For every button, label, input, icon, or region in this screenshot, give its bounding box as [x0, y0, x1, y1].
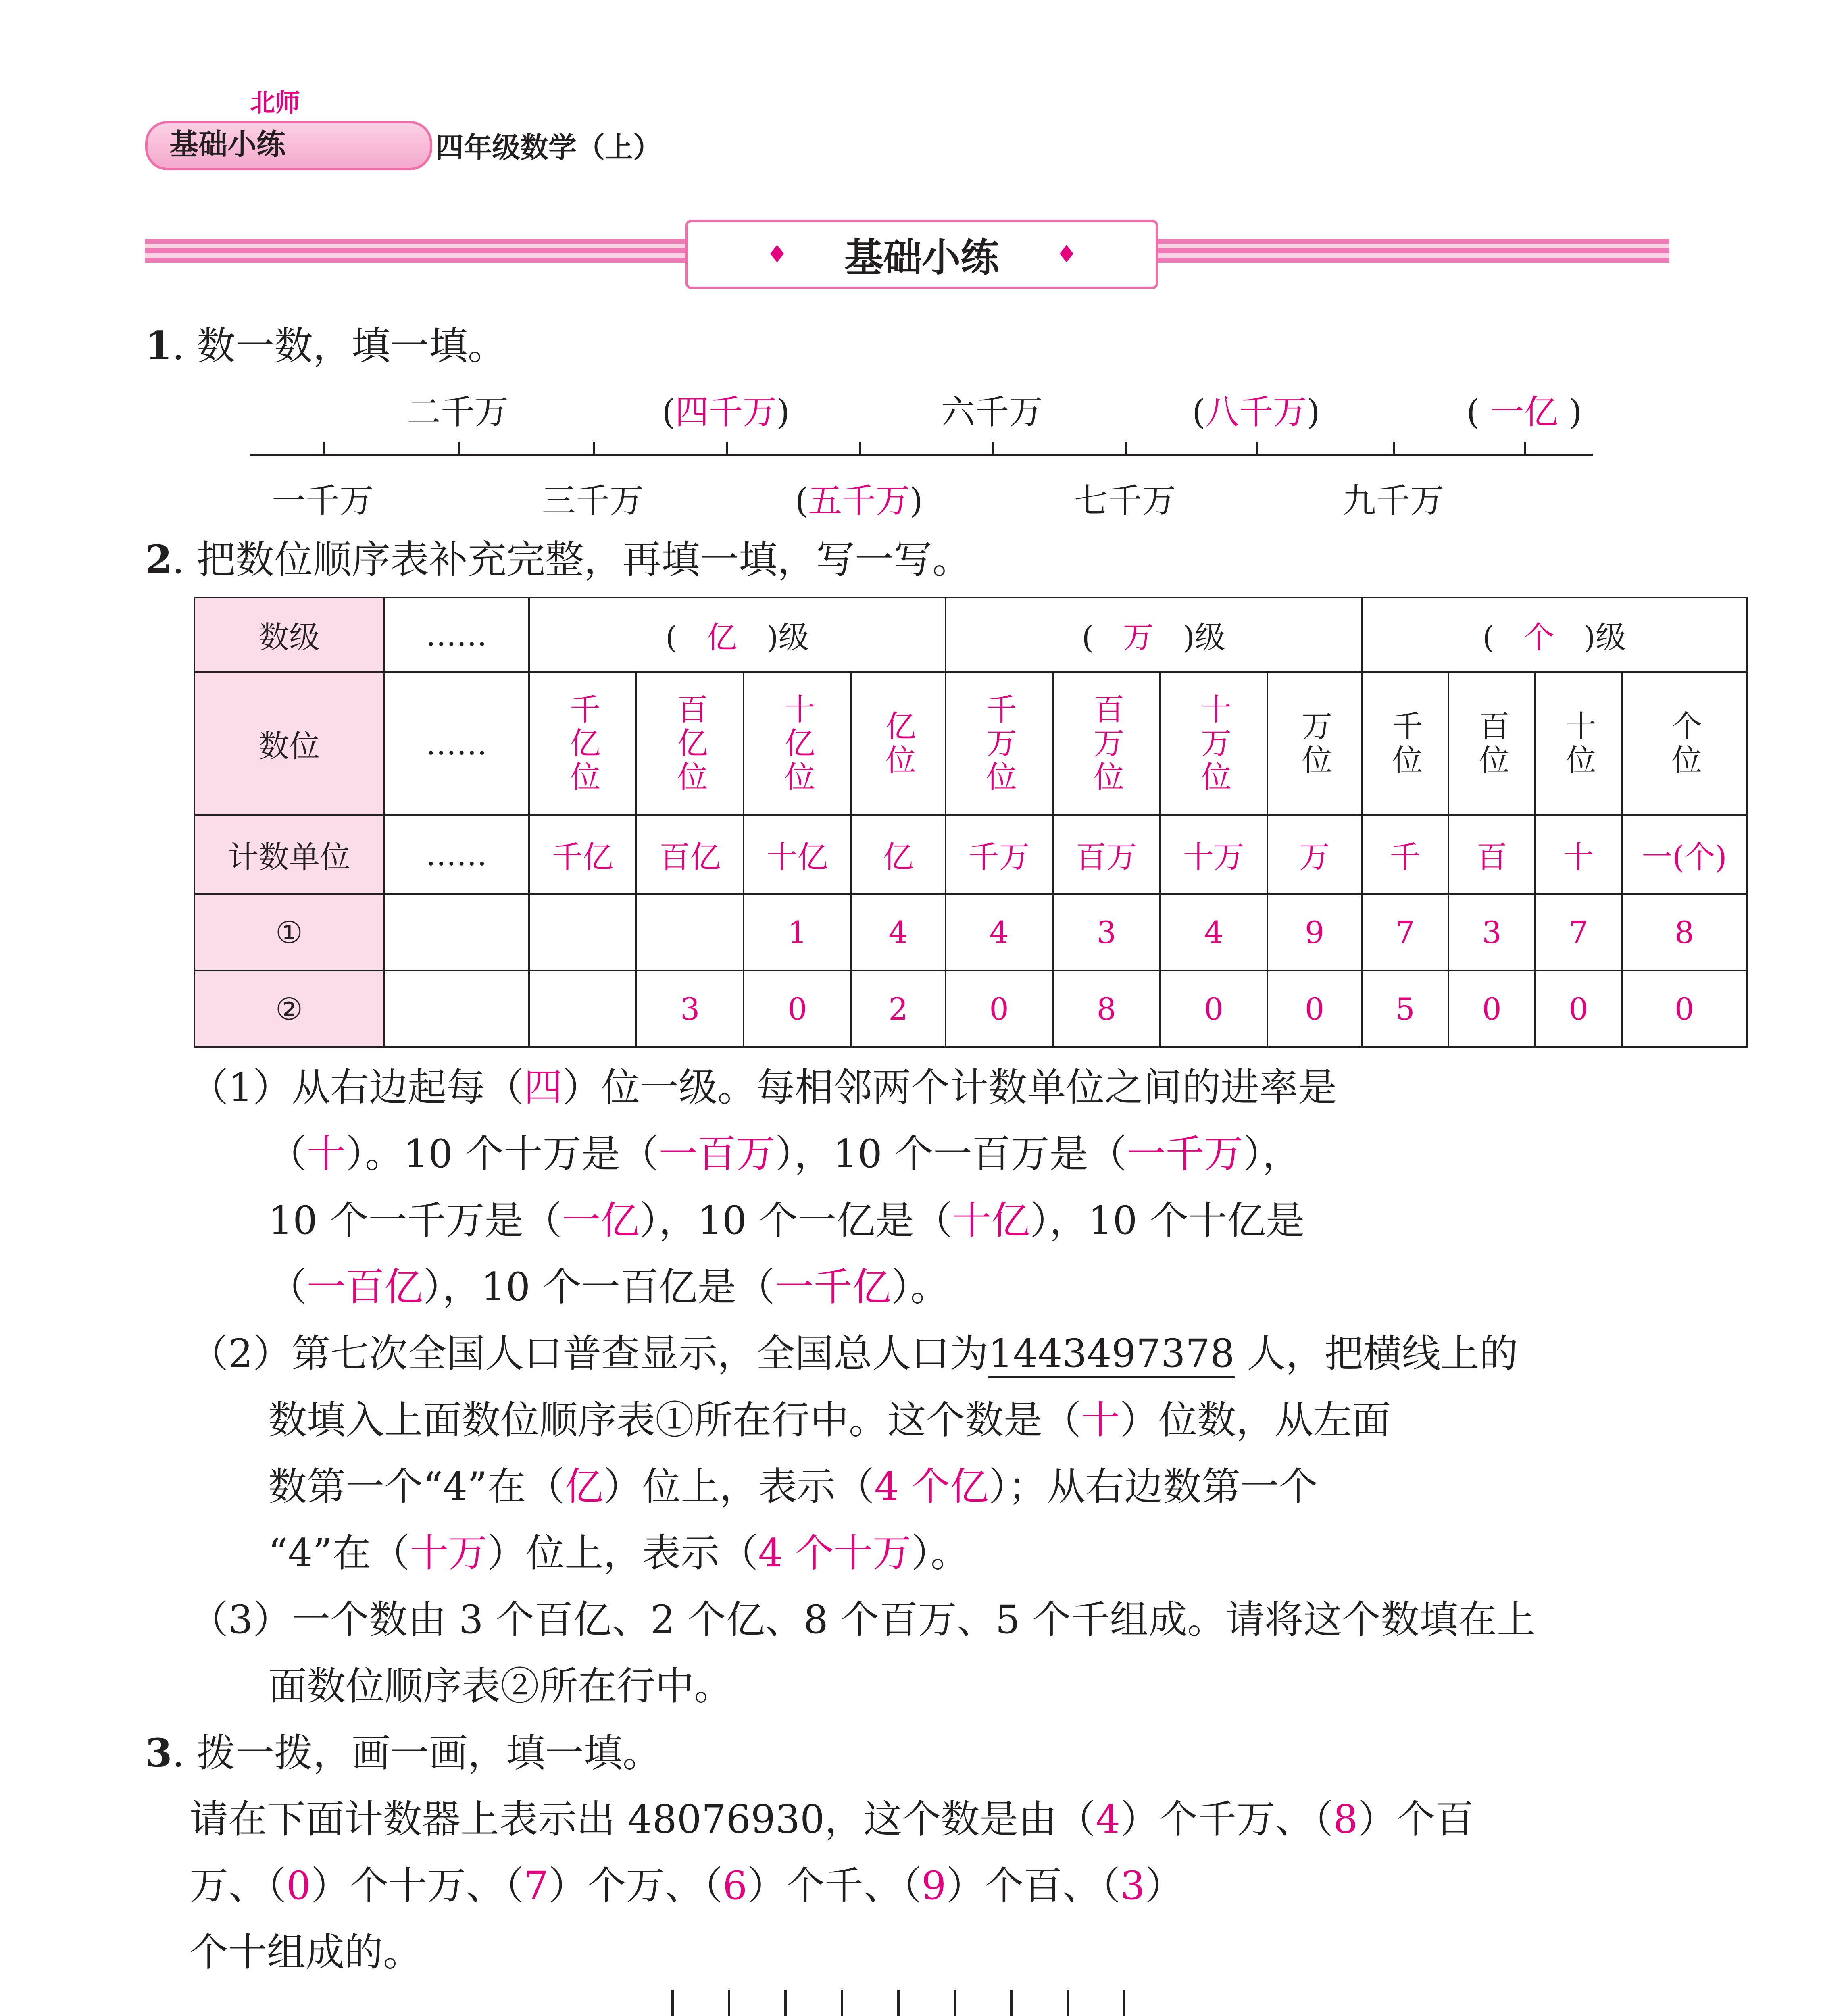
- place-position-cell: 百位: [1448, 672, 1535, 815]
- counting-unit-cell: 十万: [1160, 815, 1267, 894]
- digit-cell: 0: [1535, 971, 1622, 1047]
- row-header: ①: [194, 894, 384, 971]
- q2-part1-line: （一百亿），10 个一百亿是（一千亿）。: [268, 1264, 949, 1310]
- place-position-cell: 百万位: [1053, 672, 1160, 815]
- abacus-rod[interactable]: [728, 1990, 730, 2016]
- place-position-cell: 个位: [1622, 672, 1747, 815]
- counting-unit-cell: 万: [1267, 815, 1362, 894]
- abacus-rod[interactable]: [954, 1990, 956, 2016]
- number-line-tick: [992, 442, 994, 456]
- digit-cell: 8: [1053, 971, 1160, 1047]
- abacus-rod[interactable]: [841, 1990, 843, 2016]
- digit-cell: 0: [1267, 971, 1362, 1047]
- section-title: 基础小练: [844, 235, 999, 280]
- row-header: ②: [194, 971, 384, 1047]
- number-line-answer: (四千万): [662, 392, 790, 432]
- digit-cell: [529, 894, 636, 971]
- row-header: 计数单位: [194, 815, 384, 894]
- q2-part3-line: 面数位顺序表②所在行中。: [268, 1664, 733, 1709]
- place-position-cell: 百亿位: [636, 672, 744, 815]
- digit-cell: 0: [1622, 971, 1747, 1047]
- number-line-label: 一千万: [271, 481, 374, 521]
- section-title-box: [685, 220, 1158, 289]
- empty-cell: [384, 971, 529, 1047]
- abacus-rod[interactable]: [1123, 1990, 1125, 2016]
- place-position-cell: 千位: [1362, 672, 1448, 815]
- question-1-prompt: 1. 数一数，填一填。: [145, 323, 506, 369]
- place-position-cell: 十位: [1535, 672, 1622, 815]
- digit-cell: [636, 894, 744, 971]
- diamond-icon: ♦: [766, 240, 788, 269]
- place-position-cell: 十亿位: [744, 672, 851, 815]
- number-line-tick: [593, 442, 595, 456]
- place-value-table: [194, 597, 1748, 1048]
- level-cell: ( 万 )级: [946, 598, 1362, 672]
- number-line-tick: [726, 442, 728, 456]
- number-line-tick: [1125, 442, 1127, 456]
- place-position-cell: 十万位: [1160, 672, 1267, 815]
- number-line-tick: [859, 442, 861, 456]
- number-line-tick: [458, 442, 460, 456]
- number-line-label: 三千万: [542, 481, 644, 521]
- abacus-rod[interactable]: [1067, 1990, 1069, 2016]
- question-3-prompt: 3. 拨一拨，画一画，填一填。: [145, 1730, 661, 1776]
- number-line-tick: [323, 442, 325, 456]
- question-2-prompt: 2. 把数位顺序表补充完整，再填一填，写一写。: [145, 537, 971, 582]
- digit-cell: 2: [851, 971, 946, 1047]
- number-line-label: 六千万: [941, 392, 1043, 432]
- q2-part1-line: 10 个一千万是（一亿），10 个一亿是（十亿），10 个十亿是: [268, 1198, 1305, 1243]
- number-line-label: 九千万: [1342, 481, 1444, 521]
- digit-cell: 5: [1362, 971, 1448, 1047]
- row-header: 数位: [194, 672, 384, 815]
- q2-part2-line: 数填入上面数位顺序表①所在行中。这个数是（十）位数，从左面: [268, 1397, 1391, 1443]
- ellipsis: ……: [384, 672, 529, 815]
- counting-unit-cell: 亿: [851, 815, 946, 894]
- level-cell: ( 个 )级: [1362, 598, 1747, 672]
- q2-part2-line: 数第一个“4”在（亿）位上，表示（4 个亿）；从右边数第一个: [268, 1464, 1318, 1509]
- digit-cell: 9: [1267, 894, 1362, 971]
- number-line-tick: [1256, 442, 1258, 456]
- number-line-label: 七千万: [1074, 481, 1176, 521]
- place-position-cell: 亿位: [851, 672, 946, 815]
- q3-line: 请在下面计数器上表示出 48076930，这个数是由（4）个千万、（8）个百: [190, 1797, 1474, 1842]
- digit-cell: 8: [1622, 894, 1747, 971]
- digit-cell: 1: [744, 894, 851, 971]
- counting-unit-cell: 十亿: [744, 815, 851, 894]
- book-title: 四年级数学（上）: [435, 131, 661, 164]
- counting-unit-cell: 千: [1362, 815, 1448, 894]
- counting-unit-cell: 百: [1448, 815, 1535, 894]
- number-line: [250, 454, 1593, 456]
- q3-line: 个十组成的。: [190, 1930, 422, 1975]
- row-header: 数级: [194, 598, 384, 672]
- counting-unit-cell: 百万: [1053, 815, 1160, 894]
- digit-cell: 0: [1448, 971, 1535, 1047]
- place-position-cell: 千万位: [946, 672, 1053, 815]
- counting-unit-cell: 十: [1535, 815, 1622, 894]
- abacus-rod[interactable]: [671, 1990, 674, 2016]
- digit-cell: 0: [744, 971, 851, 1047]
- number-line-label: 二千万: [406, 392, 509, 432]
- abacus-rod[interactable]: [1010, 1990, 1013, 2016]
- diamond-icon: ♦: [1056, 240, 1077, 269]
- counting-unit-cell: 千亿: [529, 815, 636, 894]
- place-position-cell: 万位: [1267, 672, 1362, 815]
- number-line-answer: (八千万): [1192, 392, 1320, 432]
- digit-cell: 3: [1053, 894, 1160, 971]
- level-cell: ( 亿 )级: [529, 598, 946, 672]
- abacus-rod[interactable]: [897, 1990, 900, 2016]
- counting-unit-cell: 百亿: [636, 815, 744, 894]
- number-line-answer: (五千万): [795, 481, 923, 521]
- digit-cell: 4: [946, 894, 1053, 971]
- digit-cell: [529, 971, 636, 1047]
- digit-cell: 0: [946, 971, 1053, 1047]
- ellipsis: ……: [384, 815, 529, 894]
- series-name: 基础小练: [169, 127, 286, 161]
- empty-cell: [384, 894, 529, 971]
- digit-cell: 3: [1448, 894, 1535, 971]
- q2-part2-line: （2）第七次全国人口普查显示，全国总人口为1443497378 人，把横线上的: [190, 1331, 1518, 1377]
- digit-cell: 7: [1535, 894, 1622, 971]
- counting-unit-cell: 千万: [946, 815, 1053, 894]
- place-position-cell: 千亿位: [529, 672, 636, 815]
- ellipsis: ……: [384, 598, 529, 672]
- counting-unit-cell: 一(个): [1622, 815, 1747, 894]
- digit-cell: 0: [1160, 971, 1267, 1047]
- digit-cell: 4: [1160, 894, 1267, 971]
- digit-cell: 7: [1362, 894, 1448, 971]
- publisher-label: 北师: [250, 88, 300, 117]
- q3-line: 万、（0）个十万、（7）个万、（6）个千、（9）个百、（3）: [190, 1863, 1184, 1908]
- population-number: 1443497378: [988, 1331, 1235, 1378]
- q2-part1-line: （1）从右边起每（四）位一级。每相邻两个计数单位之间的进率是: [190, 1065, 1337, 1110]
- q2-part2-line: “4”在（十万）位上，表示（4 个十万）。: [268, 1531, 969, 1576]
- digit-cell: 3: [636, 971, 744, 1047]
- digit-cell: 4: [851, 894, 946, 971]
- abacus-rod[interactable]: [784, 1990, 787, 2016]
- number-line-tick: [1524, 442, 1526, 456]
- number-line-tick: [1393, 442, 1395, 456]
- q2-part1-line: （十）。10 个十万是（一百万），10 个一百万是（一千万），: [268, 1131, 1301, 1177]
- q2-part3-line: （3）一个数由 3 个百亿、2 个亿、8 个百万、5 个千组成。请将这个数填在上: [190, 1597, 1536, 1642]
- number-line-answer: ( 一亿 ): [1466, 392, 1582, 432]
